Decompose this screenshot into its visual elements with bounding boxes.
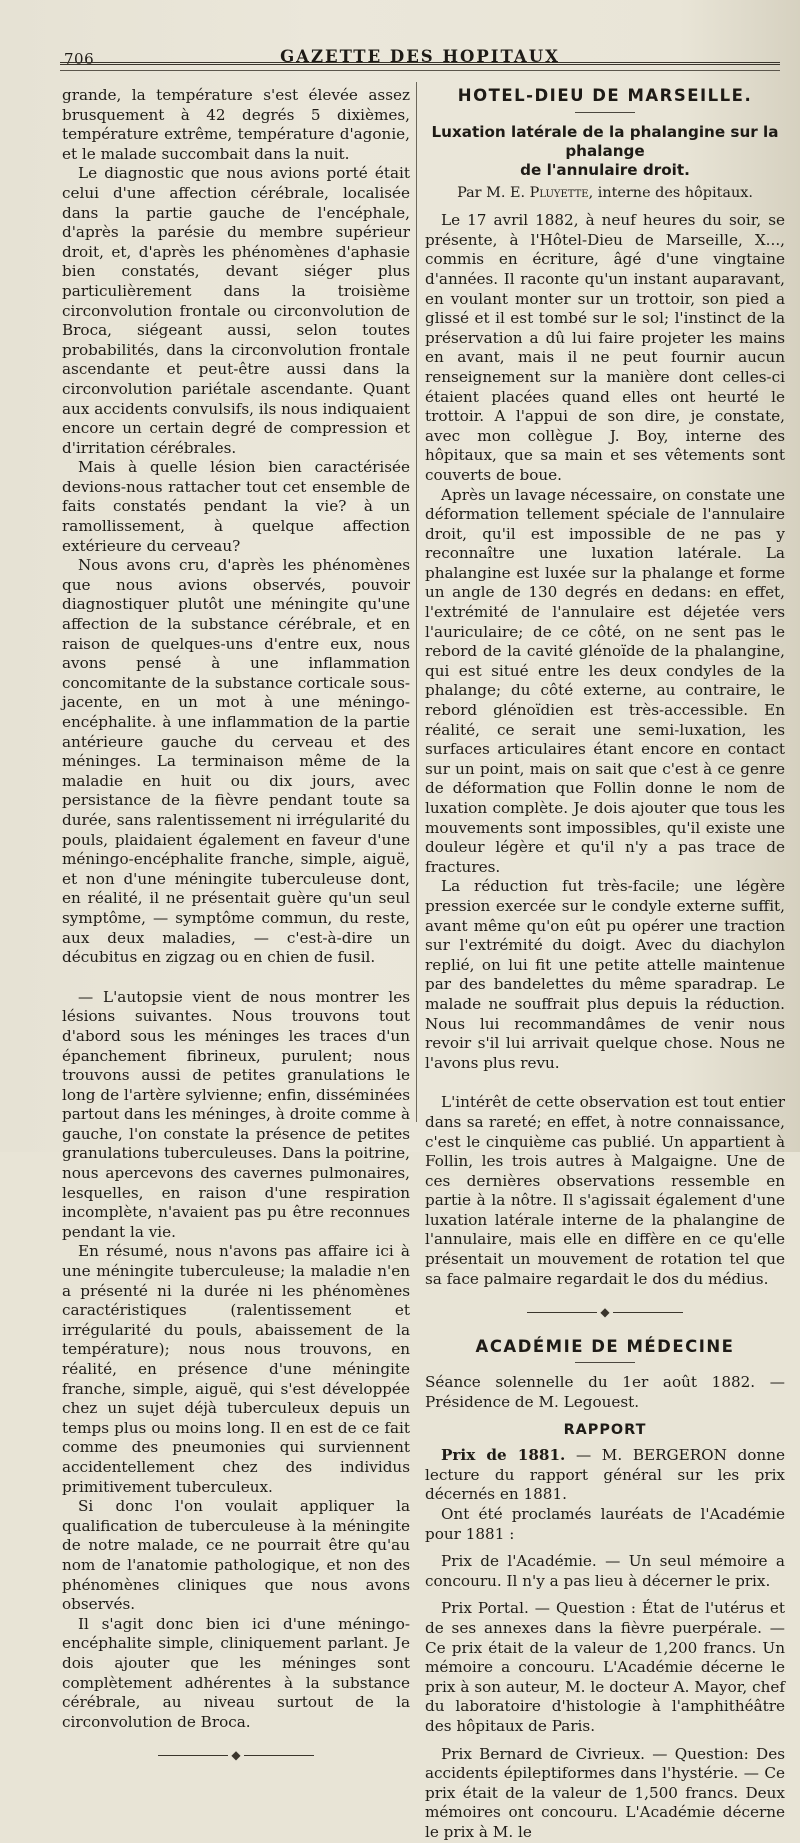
- journal-title: GAZETTE DES HOPITAUX: [280, 47, 560, 66]
- paragraph: grande, la température s'est élevée assez brusquement à 42 degrés 5 dixièmes, température extrême, température d'agonie, et le malade succombait dans la nuit.: [62, 86, 410, 163]
- paragraph: Si donc l'on voulait appliquer la qualification de tuberculeuse à la méningite de notre malade, ce ne pourrait être qu'au nom de l'anatomie pathologique, et non des phénomènes cliniques que nous avons observés.: [62, 1497, 410, 1614]
- paragraph: — L'autopsie vient de nous montrer les lésions suivantes. Nous trouvons tout d'abord sous les méninges les traces d'un épanchement fibrineux, purulent; nous trouvons aussi de petites granulations le long de l'artère sylvienne; enfin, disséminées partout dans les méninges, à droite comme à gauche, l'on constate la présence de petites granulations tuberculeuses. Dans la poitrine, nous apercevons des cavernes pulmonaires, lesquelles, en raison d'une respiration incomplète, n'avaient pas pu être reconnues pendant la vie.: [62, 987, 410, 1241]
- seance-line: Séance solennelle du 1er août 1882. — Présidence de M. Legouest.: [425, 1373, 785, 1412]
- title-rule: [575, 112, 635, 113]
- section-ornament: ◆: [62, 1746, 410, 1766]
- paragraph: L'intérêt de cette observation est tout entier dans sa rareté; en effet, à notre connaissance, c'est le cinquième cas publié. Un appartient à Follin, les trois autres à Malgaigne. Une de ces dernières observations ressemble en partie à la nôtre. Il s'agissait également d'une luxation latérale interne de la phalangine de l'annulaire, mais elle en diffère en ce qu'elle présentait un mouvement de rotation tel que sa face palmaire regardait le dos du médius.: [425, 1093, 785, 1288]
- paragraph: Ont été proclamés lauréats de l'Académie pour 1881 :: [425, 1505, 785, 1543]
- section-ornament: ◆: [425, 1303, 785, 1323]
- header-rule-thin: [60, 70, 780, 71]
- byline-suffix: , interne des hôpitaux.: [588, 184, 753, 201]
- paragraph: Prix de l'Académie. — Un seul mémoire a concouru. Il n'y a pas lieu à décerner le prix.: [425, 1552, 785, 1590]
- rapport-heading: RAPPORT: [563, 1421, 647, 1438]
- column-divider: [416, 82, 417, 1122]
- article-title-line: de l'annulaire droit.: [520, 160, 690, 179]
- paragraph: Prix Portal. — Question : État de l'utérus et de ses annexes dans la fièvre puerpérale. — Ce prix était de la valeur de 1,200 francs. Un mémoire a concouru. L'Académie décerne le prix à son auteur, M. le docteur A. Mayor, chef du laboratoire d'histologie à l'amphithéâtre des hôpitaux de Paris.: [425, 1599, 785, 1735]
- paragraph-text: — M. BERGERON donne lecture du rapport général sur les prix décernés en 1881.: [425, 1446, 785, 1504]
- title-rule: [575, 1362, 635, 1363]
- paragraph: Mais à quelle lésion bien caractérisée devions-nous rattacher tout cet ensemble de faits constatés pendant la vie? à un ramollissement, à quelque affection extérieure du cerveau?: [62, 458, 410, 555]
- paragraph: [425, 1446, 785, 1505]
- right-column: [425, 86, 785, 1843]
- paragraph: Il s'agit donc bien ici d'une méningo-encéphalite simple, cliniquement parlant. Je dois ajouter que les méninges sont complètement adhérentes à la substance cérébrale, au niveau surtout de la circonvolution de Broca.: [62, 1614, 410, 1731]
- paragraph: Le diagnostic que nous avions porté était celui d'une affection cérébrale, localisée dans la partie gauche de l'encéphale, d'après la parésie du membre supérieur droit, et, d'après les phénomènes d'aphasie bien constatés, devant siéger plus particulièrement dans la troisième circonvolution frontale ou circonvolution de Broca, siégeant aussi, selon toutes probabilités, dans la circonvolution frontale ascendante et peut-être aussi dans la circonvolution pariétale ascendante. Quant aux accidents convulsifs, ils nous indiquaient encore un certain degré de compression et d'irritation cérébrales.: [62, 164, 410, 457]
- paragraph: Nous avons cru, d'après les phénomènes que nous avions observés, pouvoir diagnostiquer plutôt une méningite qu'une affection de la substance cérébrale, et en raison de quelques-uns d'entre eux, nous avons pensé à une inflammation concomitante de la substance corticale sous-jacente, en un mot à une méningo-encéphalite. à une inflammation de la partie antérieure gauche du cerveau et des méninges. La terminaison même de la maladie en huit ou dix jours, avec persistance de la fièvre pendant toute sa durée, sans ralentissement ni irrégularité du pouls, plaidaient également en faveur d'une méningo-encéphalite franche, simple, aiguë, et non d'une méningite tuberculeuse dont, en réalité, il ne présentait guère qu'un seul symptôme, — symptôme commun, du reste, aux deux maladies, — c'est-à-dire un décubitus en zigzag ou en chien de fusil.: [62, 556, 410, 967]
- paragraph: Après un lavage nécessaire, on constate une déformation tellement spéciale de l'annulaire droit, qu'il est impossible de ne pas y reconnaître une luxation latérale. La phalangine est luxée sur la phalange et forme un angle de 130 degrés en dedans: en effet, l'extrémité de l'annulaire est déjetée vers l'auriculaire; de ce côté, on ne sent pas le rebord de la cavité glénoïde de la phalangine, qui est situé entre les deux condyles de la phalange; du côté externe, au contraire, le rebord glénoïdien est très-accessible. En réalité, ce serait une semi-luxation, les surfaces articulaires étant encore en contact sur un point, mais on sait que c'est à ce genre de déformation que Follin donne le nom de luxation complète. Je dois ajouter que tous les mouvements sont impossibles, qu'il existe une douleur légère et qu'il n'y a pas trace de fractures.: [425, 485, 785, 876]
- left-column: [62, 86, 410, 1780]
- paragraph: Prix Bernard de Civrieux. — Question: Des accidents épileptiformes dans l'hystérie. — Ce prix était de la valeur de 1,500 francs. Deux mémoires ont concouru. L'Académie décerne le prix à M. le: [425, 1744, 785, 1841]
- article-title: [425, 123, 785, 180]
- byline-author: Pluyette: [529, 184, 589, 201]
- header-rule: [60, 62, 780, 65]
- page-header: [60, 40, 780, 70]
- paragraph: La réduction fut très-facile; une légère pression exercée sur le condyle externe suffit, avant même qu'on eût pu opérer une traction sur l'extrémité du doigt. Avec du diachylon replié, on lui fit une petite attelle maintenue par des bandelettes du même sparadrap. Le malade ne souffrait plus depuis la réduction. Nous lui recommandâmes de venir nous revoir s'il lui arrivait quelque chose. Nous ne l'avons plus revu.: [425, 877, 785, 1072]
- byline-prefix: Par M. E.: [457, 184, 530, 201]
- section-title: ACADÉMIE DE MÉDECINE: [475, 1336, 735, 1356]
- page-number: 706: [64, 50, 95, 68]
- article-title-line: Luxation latérale de la phalangine sur la phalange: [431, 122, 779, 160]
- paragraph: En résumé, nous n'avons pas affaire ici à une méningite tuberculeuse; la maladie n'en a présenté ni la durée ni les phénomènes caractéristiques (ralentissement et irrégularité du pouls, abaissement de la température); nous nous trouvons, en réalité, en présence d'une méningite franche, simple, aiguë, qui s'est développée chez un sujet déjà tuberculeux depuis un temps plus ou moins long. Il en est de ce fait comme des pneumonies qui surviennent accidentellement chez des individus primitivement tuberculeux.: [62, 1242, 410, 1496]
- section-title: HOTEL-DIEU DE MARSEILLE.: [457, 86, 753, 105]
- byline: [425, 184, 785, 204]
- run-in-heading: Prix de 1881.: [441, 1446, 566, 1465]
- paragraph: Le 17 avril 1882, à neuf heures du soir, se présente, à l'Hôtel-Dieu de Marseille, X..., commis en écriture, âgé d'une vingtaine d'années. Il raconte qu'un instant auparavant, en voulant monter sur un trottoir, son pied a glissé et il est tombé sur le sol; l'instinct de la préservation a dû lui faire projeter les mains en avant, mais il ne peut fournir aucun renseignement sur la manière dont celles-ci étaient placées quand elles ont heurté le trottoir. A l'appui de son dire, je constate, avec mon collègue J. Boy, interne des hôpitaux, que sa main et ses vêtements sont couverts de boue.: [425, 211, 785, 484]
